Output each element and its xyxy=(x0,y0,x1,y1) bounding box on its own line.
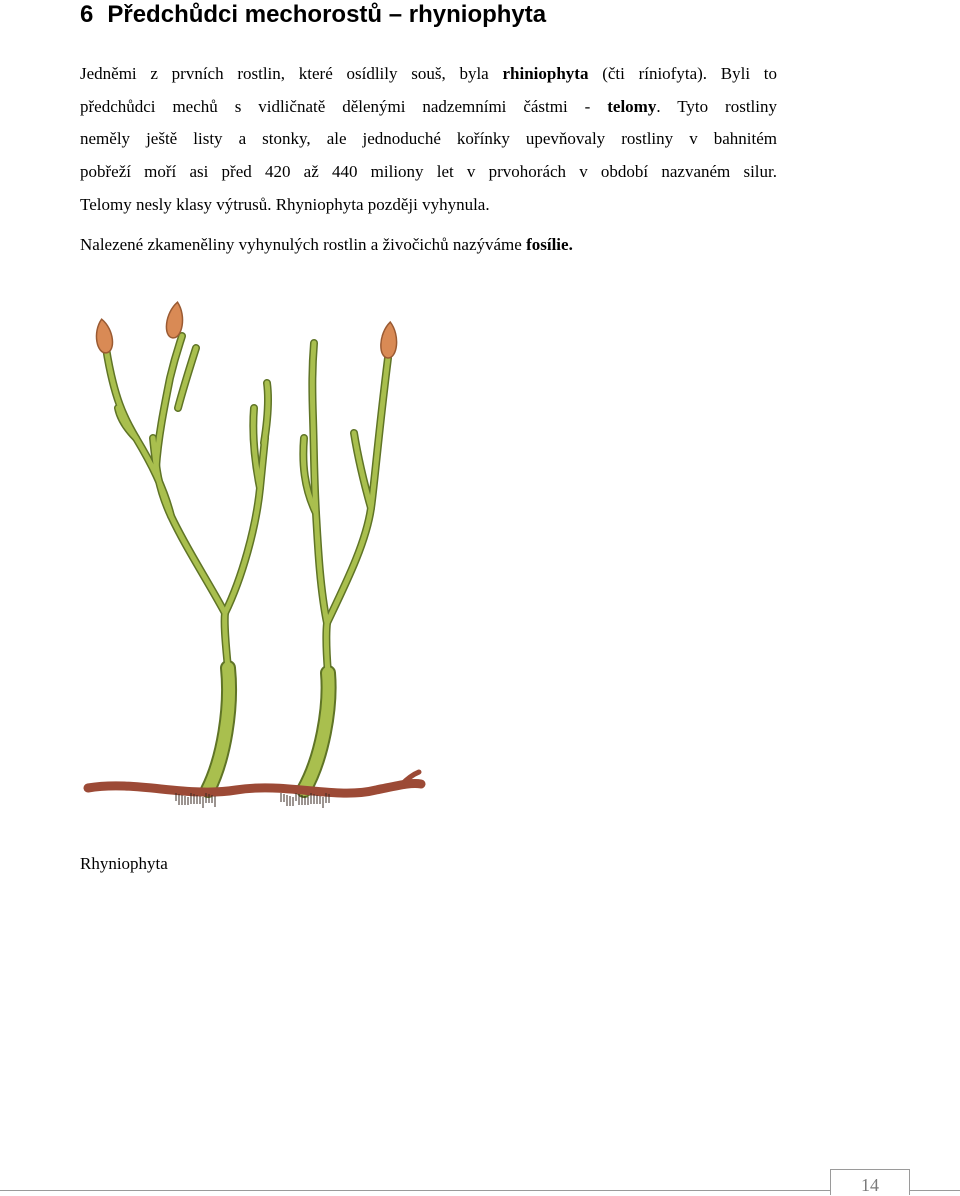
page-number: 14 xyxy=(861,1175,879,1195)
paragraph-line xyxy=(80,91,777,124)
paragraph-line xyxy=(80,229,777,262)
section-number: 6 xyxy=(80,1,94,28)
plant-stems xyxy=(106,336,388,790)
rhyniophyta-drawing xyxy=(76,288,440,826)
paragraph-line: neměly ještě listy a stonky, ale jednoduché kořínky upevňovaly rostliny v bahnitém xyxy=(80,129,777,149)
footer-rule xyxy=(0,1190,960,1191)
intro-paragraph xyxy=(80,58,777,222)
text-run: . Tyto rostliny xyxy=(656,96,777,116)
section-title: Předchůdci mechorostů – rhyniophyta xyxy=(107,1,547,28)
paragraph-line xyxy=(80,58,777,91)
text-run: (čti ríniofyta). Byli to xyxy=(588,64,778,83)
term-telomy: telomy xyxy=(607,96,657,116)
figure-caption: Rhyniophyta xyxy=(80,854,168,873)
fossil-paragraph xyxy=(80,229,777,262)
section-heading xyxy=(80,0,546,30)
sporangium-3 xyxy=(380,321,398,358)
term-rhiniophyta: rhiniophyta xyxy=(502,64,589,83)
sporangium-1 xyxy=(94,318,114,354)
paragraph-line: pobřeží moří asi před 420 až 440 miliony let v prvohorách v období nazvaném silur. xyxy=(80,162,777,182)
page-number-box xyxy=(830,1169,910,1195)
rhizome xyxy=(88,783,421,793)
paragraph-line: Telomy nesly klasy výtrusů. Rhyniophyta později vyhynula. xyxy=(80,194,490,214)
text-run: Jedněmi z prvních rostlin, které osídlily souš, byla xyxy=(80,64,503,83)
text-run: předchůdci mechů s vidličnatě dělenými nadzemními částmi - xyxy=(80,96,608,116)
text-run: Nalezené zkameněliny vyhynulých rostlin a živočichů nazýváme xyxy=(80,235,527,254)
rhyniophyta-illustration xyxy=(76,288,440,826)
term-fosilie: fosílie. xyxy=(526,235,573,254)
